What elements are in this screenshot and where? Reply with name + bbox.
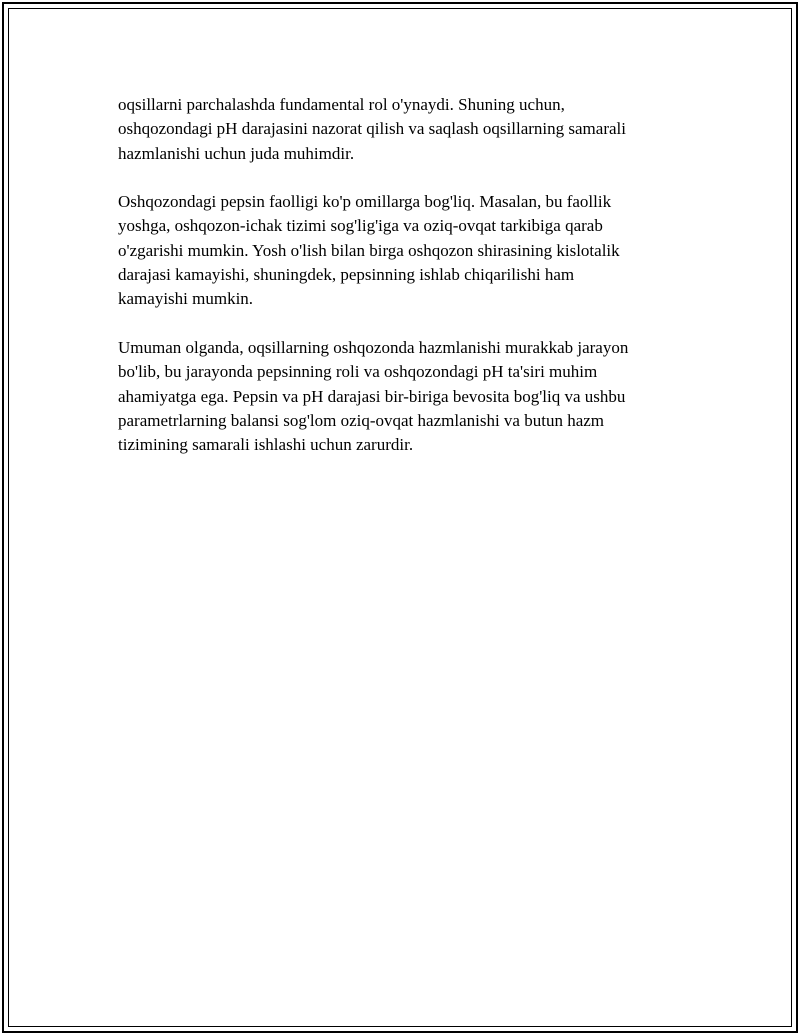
document-body xyxy=(118,93,688,482)
text-line: Oshqozondagi pepsin faolligi ko'p omillarga bog'liq. Masalan, bu faollik xyxy=(118,192,612,212)
text-line: kamayishi mumkin. xyxy=(118,289,254,309)
text-line: tizimining samarali ishlashi uchun zarurdir. xyxy=(118,435,414,455)
text-line: oshqozondagi pH darajasini nazorat qilish va saqlash oqsillarning samarali xyxy=(118,119,626,139)
text-line: ahamiyatga ega. Pepsin va pH darajasi bir-biriga bevosita bog'liq va ushbu xyxy=(118,386,626,406)
paragraph-3 xyxy=(118,336,688,457)
paragraph-2 xyxy=(118,190,688,311)
paragraph-1 xyxy=(118,93,688,166)
text-line: yoshga, oshqozon-ichak tizimi sog'lig'iga va oziq-ovqat tarkibiga qarab xyxy=(118,216,603,236)
text-line: oqsillarni parchalashda fundamental rol o'ynaydi. Shuning uchun, xyxy=(118,95,565,114)
text-line: o'zgarishi mumkin. Yosh o'lish bilan birga oshqozon shirasining kislotalik xyxy=(118,240,620,260)
text-line: parametrlarning balansi sog'lom oziq-ovqat hazmlanishi va butun hazm xyxy=(118,410,605,430)
text-line: darajasi kamayishi, shuningdek, pepsinning ishlab chiqarilishi ham xyxy=(118,265,575,285)
text-line: hazmlanishi uchun juda muhimdir. xyxy=(118,143,355,163)
text-line: Umuman olganda, oqsillarning oshqozonda hazmlanishi murakkab jarayon xyxy=(118,337,629,357)
text-line: bo'lib, bu jarayonda pepsinning roli va oshqozondagi pH ta'siri muhim xyxy=(118,362,598,382)
